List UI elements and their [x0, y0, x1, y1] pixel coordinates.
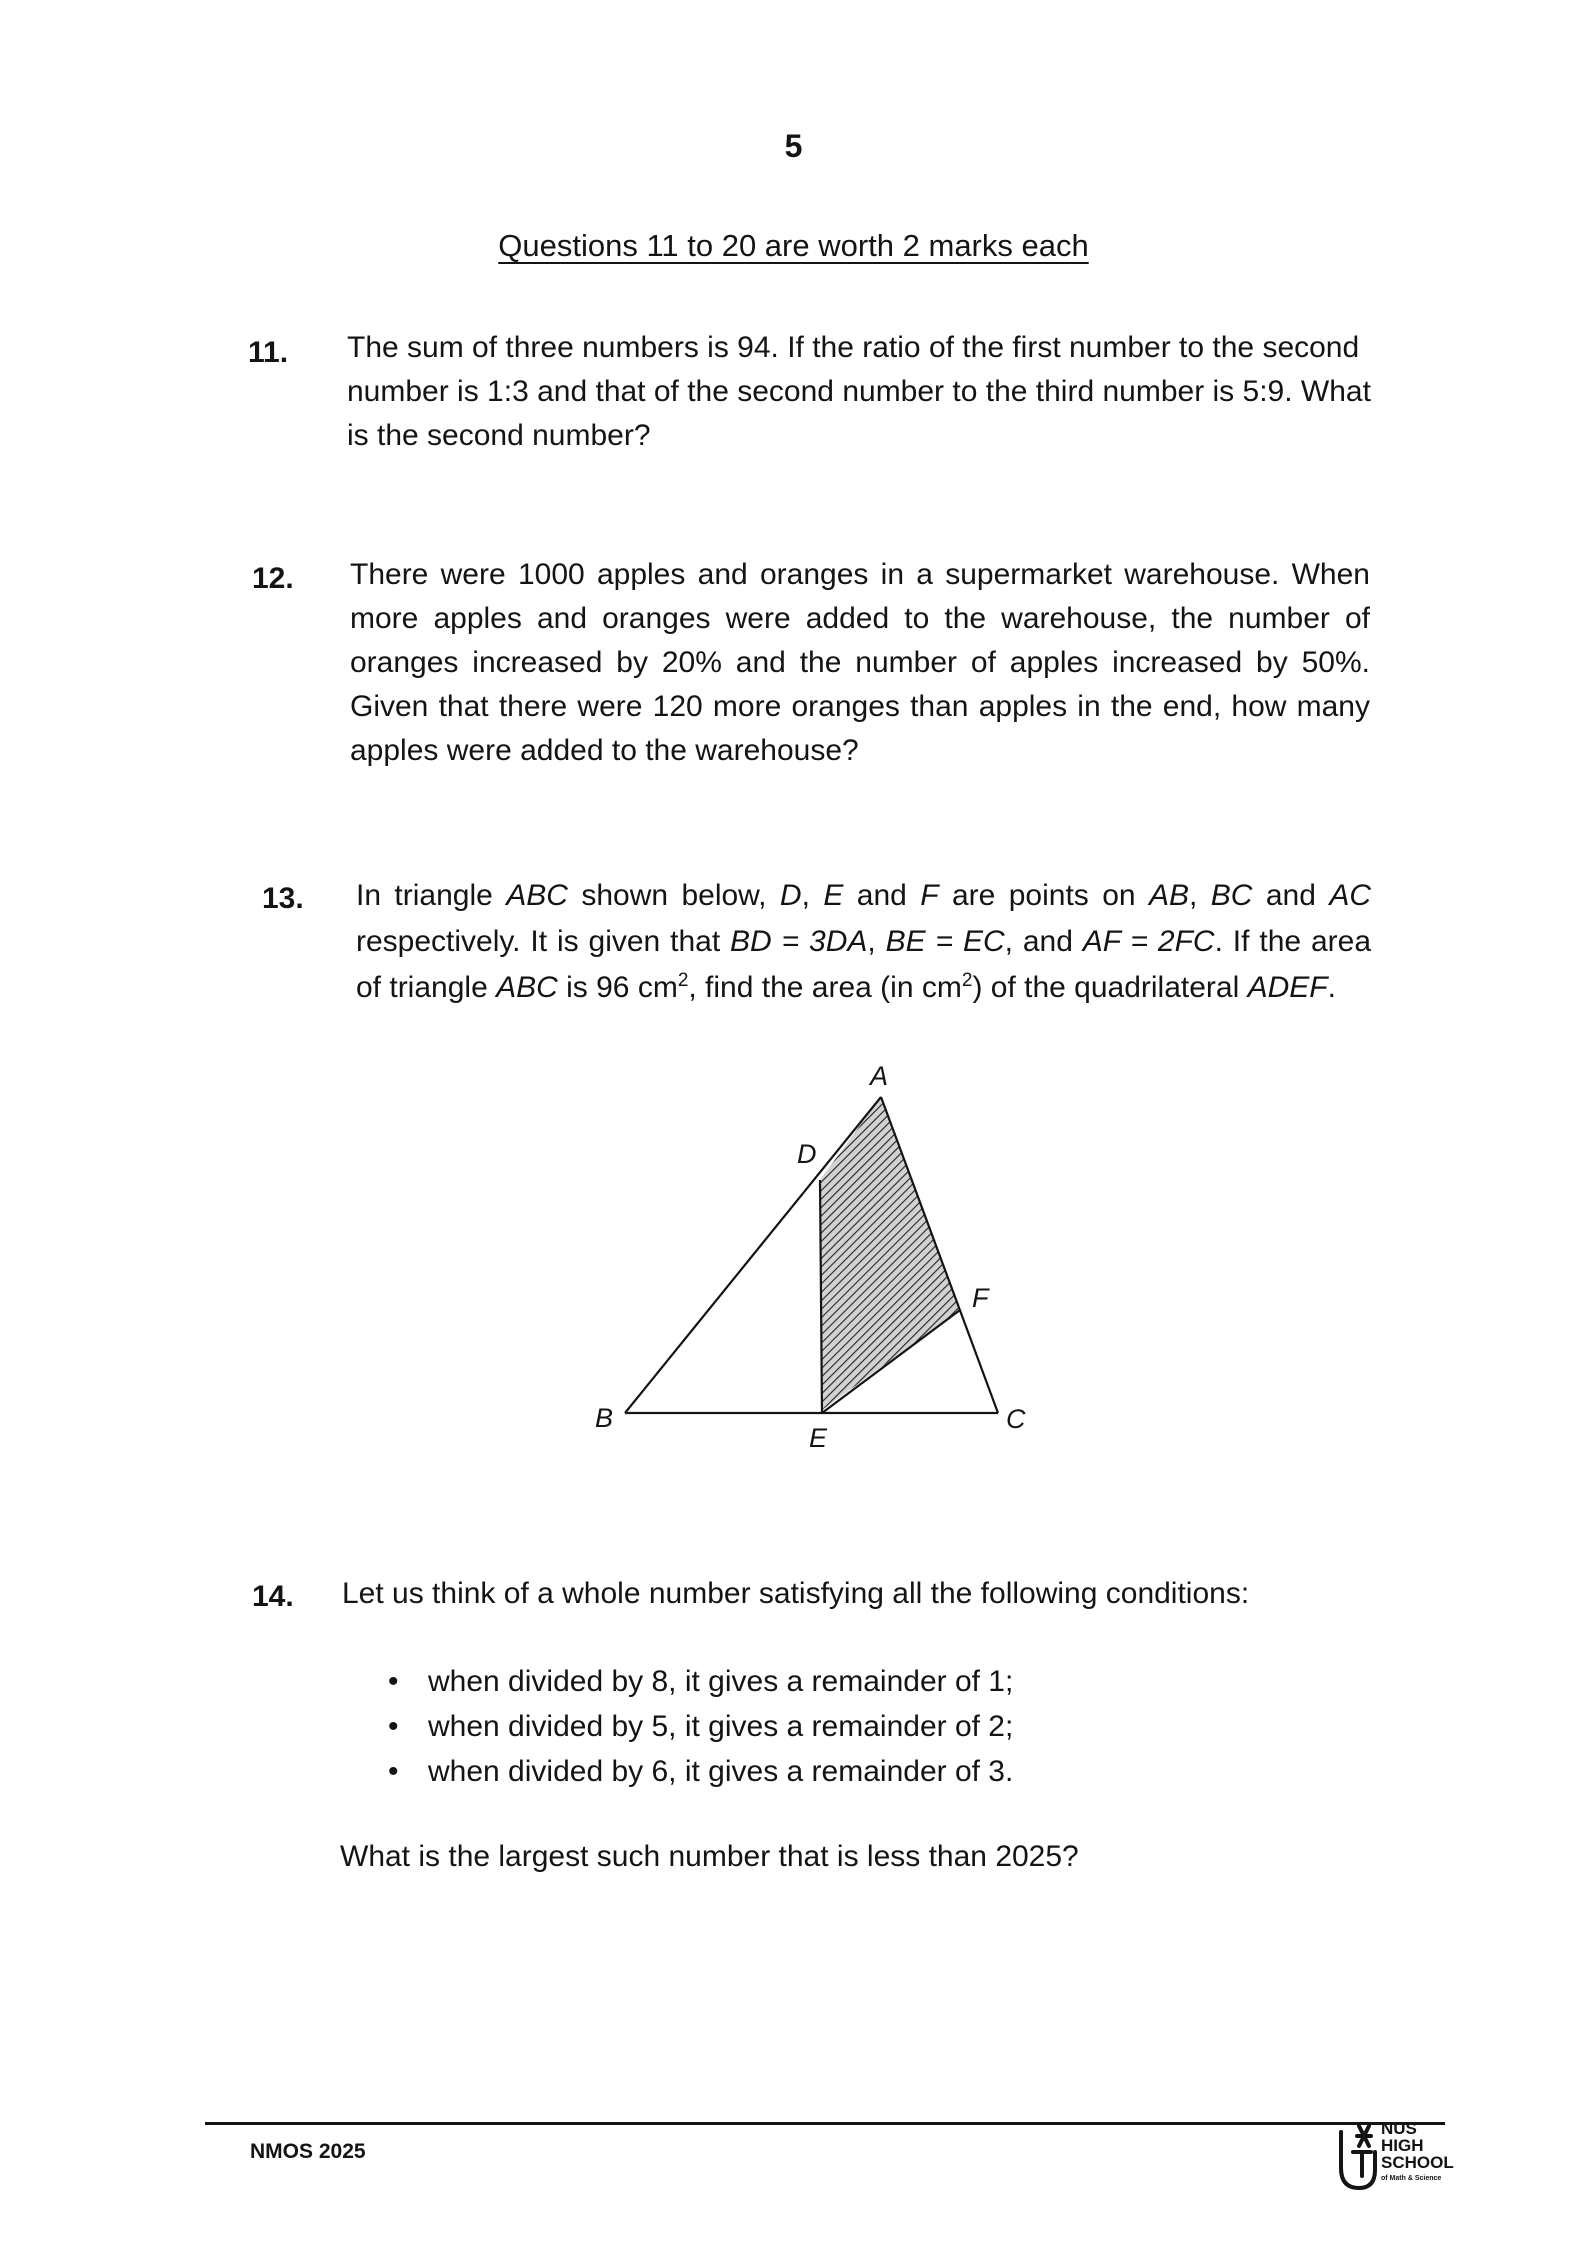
q13-text-part: , [801, 879, 824, 912]
q13-math-ac: AC [1329, 879, 1371, 912]
page-number: 5 [784, 128, 803, 164]
vertex-label-a: A [870, 1061, 889, 1091]
list-item: • when divided by 8, it gives a remainder of 1; [382, 1659, 1282, 1704]
nus-high-school-logo [1335, 2118, 1470, 2198]
vertex-label-f: F [972, 1283, 989, 1313]
q11-text: The sum of three numbers is 94. If the ratio of the first number to the second number is 1:3 and that of the second number to the third number is 5:9. What is the second number? [347, 331, 1371, 452]
logo-text-line: NUS [1381, 2119, 1417, 2138]
logo-text-line: HIGH [1381, 2136, 1424, 2155]
q14-conditions [382, 1659, 1282, 1794]
vertex-label-d: D [797, 1139, 817, 1169]
list-item: • when divided by 6, it gives a remainder of 3. [382, 1749, 1282, 1794]
q13-text-part: , [1189, 879, 1211, 912]
logo-u-shape [1341, 2132, 1375, 2188]
q13-text-part: , [867, 925, 886, 958]
q13-text-part: ) of the quadrilateral [972, 971, 1248, 1004]
q13-text-part: , find the area (in cm [688, 971, 962, 1004]
q13-text-part: In triangle [356, 879, 507, 912]
q13-math-d: D [779, 879, 802, 912]
logo-text-line: of Math & Science [1381, 2175, 1442, 2182]
footer-rule [205, 2122, 1445, 2125]
q13-superscript: 2 [677, 970, 689, 991]
q13-text-part: . [1327, 971, 1336, 1004]
footer-exam-name: NMOS 2025 [250, 2140, 366, 2163]
q13-text-part: is 96 cm [557, 971, 678, 1004]
q13-text-part: shown below, [567, 879, 780, 912]
q13-math-bc: BC [1210, 879, 1253, 912]
q13-text-part: and [843, 879, 921, 912]
q13-math-eq2: BE = EC [885, 925, 1005, 958]
q13-text-part: , and [1004, 925, 1083, 958]
q13-math-ab: AB [1148, 879, 1189, 912]
q13-math-e: E [823, 879, 844, 912]
q13-math-abc: ABC [496, 971, 558, 1004]
vertex-label-b: B [595, 1403, 614, 1433]
list-item: • when divided by 5, it gives a remainder of 2; [382, 1704, 1282, 1749]
section-header-text: Questions 11 to 20 are worth 2 marks each [498, 228, 1089, 263]
q14-intro: Let us think of a whole number satisfying all the following conditions: [342, 1577, 1250, 1610]
q13-math-eq1: BD = 3DA [730, 925, 868, 958]
q14-number: 14. [252, 1580, 294, 1613]
q13-text [356, 873, 1371, 1011]
q13-number: 13. [262, 882, 304, 915]
q13-superscript: 2 [961, 970, 973, 991]
q13-math-f: F [920, 879, 939, 912]
logo-text-line: SCHOOL [1381, 2153, 1454, 2172]
q13-math-adef: ADEF [1247, 971, 1328, 1004]
triangle-diagram [560, 1045, 1060, 1465]
q14-question: What is the largest such number that is less than 2025? [340, 1840, 1079, 1873]
q13-text-part: are points on [938, 879, 1149, 912]
section-header [0, 228, 1587, 264]
q12-number: 12. [252, 562, 294, 595]
q13-text-part: . If the area of triangle [356, 925, 1371, 1004]
q12-text: There were 1000 apples and oranges in a supermarket warehouse. When more apples and oranges were added to the warehouse, the number of oranges increased by 20% and the number of apples increased by 50%. Given that there were 120 more oranges than apples in the end, how many apples were added to the warehouse? [350, 558, 1370, 767]
vertex-label-c: C [1006, 1404, 1026, 1434]
q11-number: 11. [248, 336, 289, 369]
q13-text-part: respectively. It is given that [356, 925, 731, 958]
q13-text-part: and [1252, 879, 1330, 912]
vertex-label-e: E [809, 1423, 828, 1453]
q13-math-abc: ABC [506, 879, 568, 912]
q13-math-eq3: AF = 2FC [1082, 925, 1215, 958]
